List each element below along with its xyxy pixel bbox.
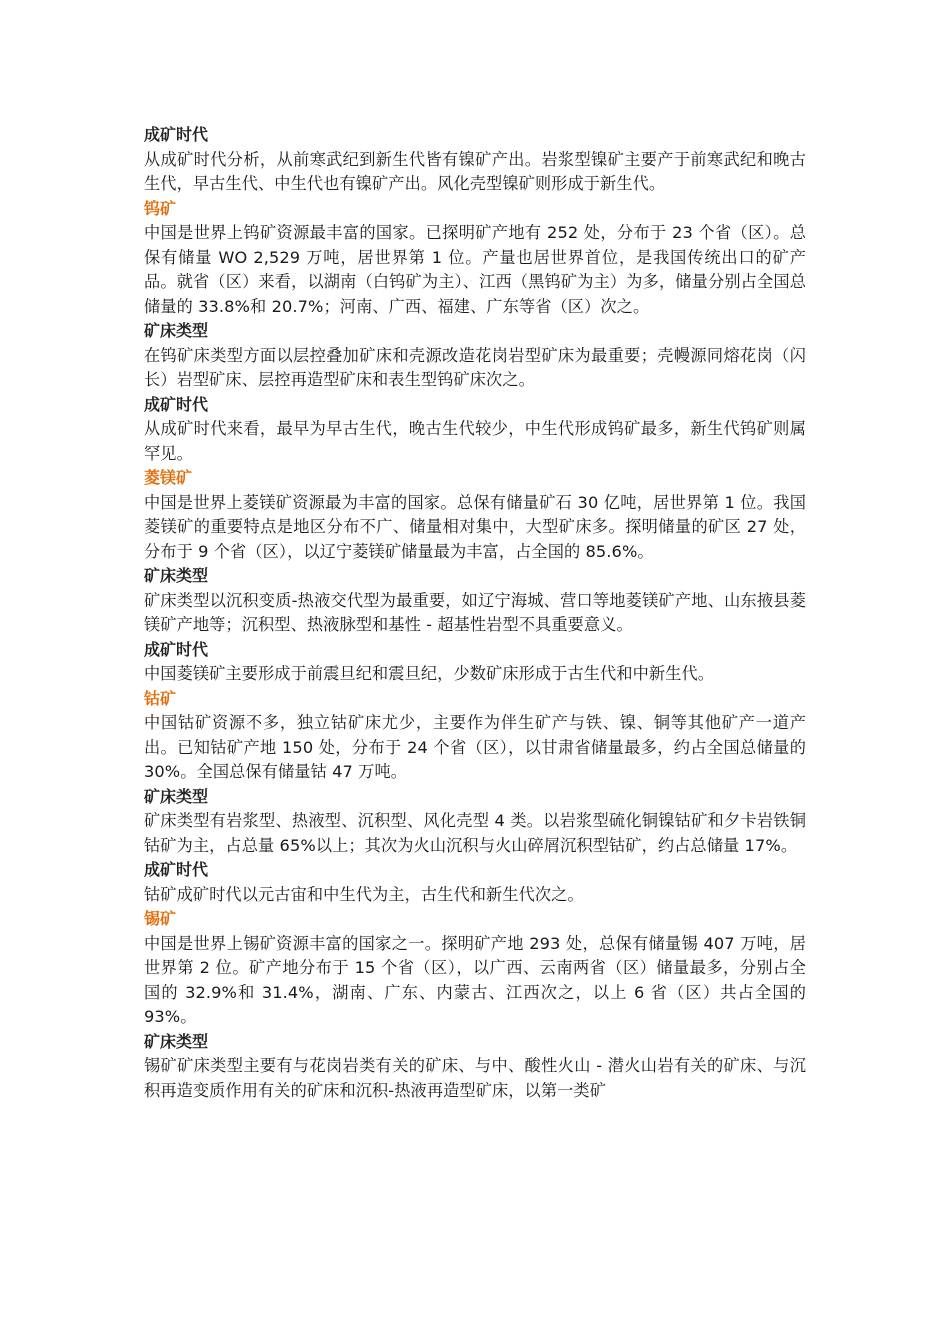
- section-magnesite-deposit-type: [144, 564, 806, 638]
- mineral-heading: 菱镁矿: [144, 468, 193, 487]
- section-tin: [144, 907, 806, 1030]
- section-paragraph: 中国钴矿资源不多，独立钴矿床尤少，主要作为伴生矿产与铁、镍、铜等其他矿产一道产出。已知钴矿产地 150 处，分布于 24 个省（区），以甘肃省储量最多，约占全国总储量的 30%。全国总保有储量钴 47 万吨。: [144, 713, 806, 781]
- section-paragraph: 矿床类型以沉积变质-热液交代型为最重要，如辽宁海城、营口等地菱镁矿产地、山东掖县菱镁矿产地等；沉积型、热液脉型和基性 - 超基性岩型不具重要意义。: [144, 590, 806, 634]
- section-cobalt-age: [144, 858, 806, 907]
- section-magnesite: [144, 466, 806, 564]
- section-heading: 矿床类型: [144, 786, 209, 806]
- section-paragraph: 锡矿矿床类型主要有与花岗岩类有关的矿床、与中、酸性火山 - 潜火山岩有关的矿床、与沉积再造变质作用有关的矿床和沉积-热液再造型矿床，以第一类矿: [144, 1056, 806, 1100]
- section-heading: 矿床类型: [144, 1031, 209, 1051]
- mineral-heading: 钴矿: [144, 688, 177, 708]
- section-paragraph: 从成矿时代分析，从前寒武纪到新生代皆有镍矿产出。岩浆型镍矿主要产于前寒武纪和晚古生代，早古生代、中生代也有镍矿产出。风化壳型镍矿则形成于新生代。: [144, 149, 806, 193]
- section-paragraph: 中国是世界上菱镁矿资源最为丰富的国家。总保有储量矿石 30 亿吨，居世界第 1 位。我国菱镁矿的重要特点是地区分布不广、储量相对集中，大型矿床多。探明储量的矿区 27 处，分布于 9 个省（区），以辽宁菱镁矿储量最为丰富，占全国的 85.6%。: [144, 492, 806, 561]
- section-cobalt: [144, 687, 806, 785]
- section-tungsten: [144, 197, 806, 320]
- section-paragraph: 钴矿成矿时代以元古宙和中生代为主，古生代和新生代次之。: [144, 884, 584, 904]
- section-cobalt-deposit-type: [144, 785, 806, 859]
- section-heading: 成矿时代: [144, 125, 209, 144]
- section-paragraph: 从成矿时代来看，最早为早古生代，晚古生代较少，中生代形成钨矿最多，新生代钨矿则属罕见。: [144, 419, 806, 463]
- section-paragraph: 中国是世界上钨矿资源最丰富的国家。已探明矿产地有 252 处，分布于 23 个省（区）。总保有储量 WO 2,529 万吨，居世界第 1 位。产量也居世界首位，是我国传统出口的矿产品。就省（区）来看，以湖南（白钨矿为主）、江西（黑钨矿为主）为多，储量分别占全国总储量的 33.8%和 20.7%；河南、广西、福建、广东等省（区）次之。: [144, 223, 806, 316]
- section-tungsten-age: [144, 393, 806, 467]
- section-heading: 矿床类型: [144, 321, 209, 340]
- section-tin-deposit-type: [144, 1030, 806, 1104]
- section-heading: 成矿时代: [144, 639, 209, 659]
- section-paragraph: 矿床类型有岩浆型、热液型、沉积型、风化壳型 4 类。以岩浆型硫化铜镍钴矿和夕卡岩铁铜钴矿为主，占总量 65%以上；其次为火山沉积与火山碎屑沉积型钴矿，约占总储量 17%。: [144, 811, 806, 855]
- section-heading: 成矿时代: [144, 860, 209, 879]
- section-paragraph: 在钨矿床类型方面以层控叠加矿床和壳源改造花岗岩型矿床为最重要；壳幔源同熔花岗（闪长）岩型矿床、层控再造型矿床和表生型钨矿床次之。: [144, 345, 806, 389]
- mineral-heading: 钨矿: [144, 198, 177, 218]
- section-heading: 成矿时代: [144, 394, 209, 414]
- section-magnesite-age: [144, 638, 806, 687]
- document-page: [144, 123, 806, 1103]
- section-heading: 矿床类型: [144, 566, 209, 585]
- section-paragraph: 中国是世界上锡矿资源丰富的国家之一。探明矿产地 293 处，总保有储量锡 407 万吨，居世界第 2 位。矿产地分布于 15 个省（区），以广西、云南两省（区）储量最多，分别占全国的 32.9%和 31.4%，湖南、广东、内蒙古、江西次之，以上 6 省（区）共占全国的 93%。: [144, 933, 806, 1026]
- section-tungsten-deposit-type: [144, 319, 806, 393]
- mineral-heading: 锡矿: [144, 909, 177, 928]
- section-ni-age: [144, 123, 806, 197]
- section-paragraph: 中国菱镁矿主要形成于前震旦纪和震旦纪，少数矿床形成于古生代和中新生代。: [144, 664, 715, 683]
